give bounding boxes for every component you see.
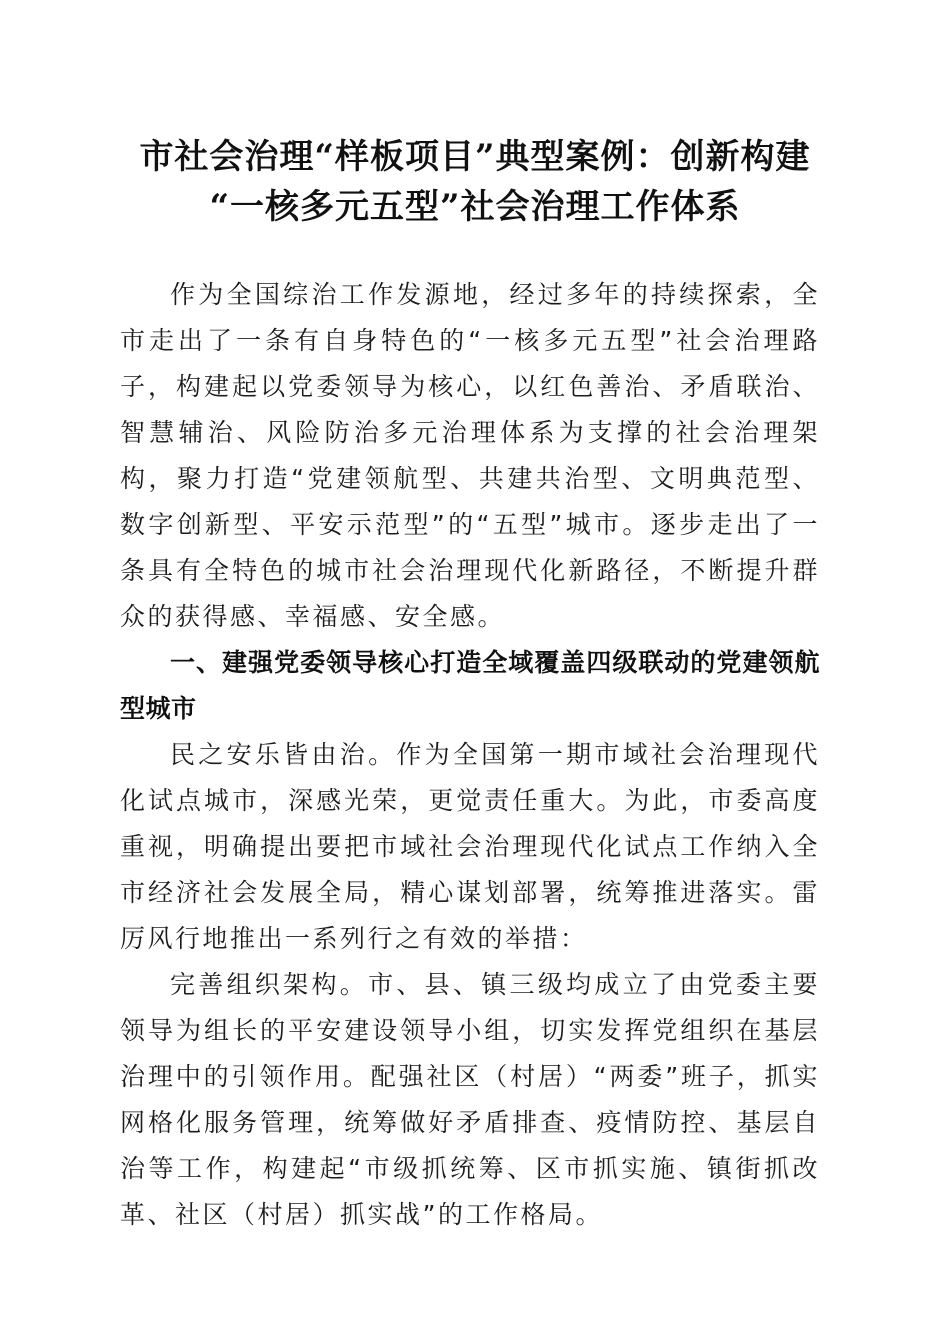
intro-paragraph: 作为全国综治工作发源地，经过多年的持续探索，全市走出了一条有自身特色的“一核多元五型”社会治理路子，构建起以党委领导为核心，以红色善治、矛盾联治、智慧辅治、风险防治多元治理体系为支撑的社会治理架构，聚力打造“党建领航型、共建共治型、文明典范型、数字创新型、平安示范型”的“五型”城市。逐步走出了一条具有全特色的城市社会治理现代化新路径，不断提升群众的获得感、幸福感、安全感。 — [120, 280, 820, 631]
document-body — [120, 272, 820, 1238]
title-line-2: “一核多元五型”社会治理工作体系 — [209, 187, 741, 227]
section-heading-1: 一、建强党委领导核心打造全域覆盖四级联动的党建领航型城市 — [120, 648, 820, 723]
section-paragraph-2: 完善组织架构。市、县、镇三级均成立了由党委主要领导为组长的平安建设领导小组，切实发挥党组织在基层治理中的引领作用。配强社区（村居）“两委”班子，抓实网格化服务管理，统筹做好矛盾排查、疫情防控、基层自治等工作，构建起“市级抓统筹、区市抓实施、镇街抓改革、社区（村居）抓实战”的工作格局。 — [120, 970, 820, 1229]
document-title — [110, 132, 840, 232]
section-paragraph-1: 民之安乐皆由治。作为全国第一期市域社会治理现代化试点城市，深感光荣，更觉责任重大。为此，市委高度重视，明确提出要把市域社会治理现代化试点工作纳入全市经济社会发展全局，精心谋划部署，统筹推进落实。雷厉风行地推出一系列行之有效的举措： — [120, 740, 820, 953]
title-line-1: 市社会治理“样板项目”典型案例：创新构建 — [139, 137, 811, 177]
